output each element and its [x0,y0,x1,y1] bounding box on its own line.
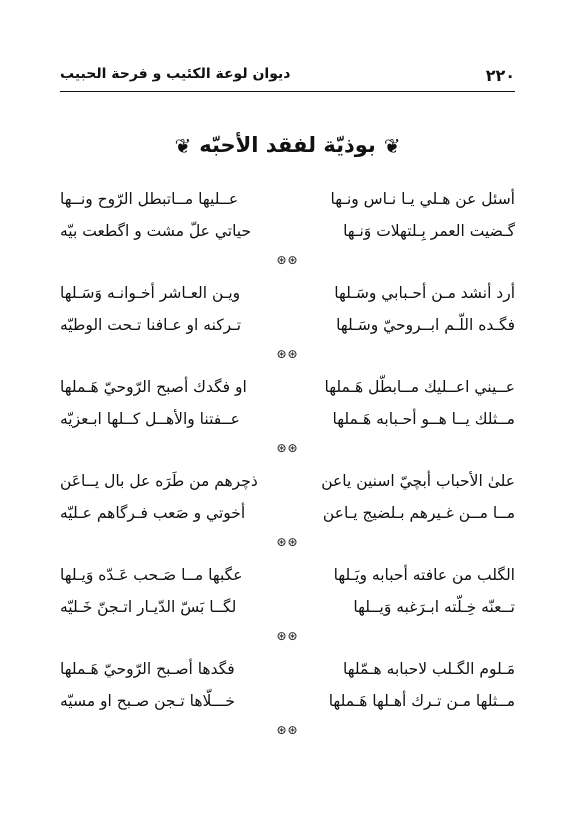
verse [60,656,515,688]
verse-second-hemistich: خـــلّاها تـجن صـبح او مسيّه [60,692,236,710]
stanza [60,186,515,272]
poem-body [60,186,515,750]
running-title: ديوان لوعة الكئيب و فرحة الحبيب [60,66,291,82]
stanza-divider: ⊛⊛ [276,253,299,267]
verse-second-hemistich: فگدها أصـبح الرّوحيّ هَـملها [60,660,235,678]
verse [60,374,515,406]
stanza [60,374,515,460]
poem-title: بوذيّة لفقد الأحبّه [199,133,376,157]
stanza [60,468,515,554]
stanza [60,562,515,648]
verse [60,406,515,438]
ornament-icon: ❦ [174,134,192,158]
verse-second-hemistich: ويـن العـاشر أخـوانـه وَسَـلها [60,284,241,302]
stanza [60,280,515,366]
verse-second-hemistich: أخوتي و صَعب فـرگاهم عـليّه [60,504,246,522]
verse-second-hemistich: او فگدك أصبح الرّوحيّ هَـملها [60,378,247,396]
stanza-divider: ⊛⊛ [276,347,299,361]
verse-first-hemistich: مــثلها مـن تـرك أهـلها هَـملها [328,692,515,710]
verse-first-hemistich: گـضيت العمر بِـلتهلات وَنـها [343,222,515,240]
verse-first-hemistich: مــثلك يــا هــو أحـبابه هَـملها [332,410,515,428]
verse-first-hemistich: عــيني اعــليك مــابطّل هَـملها [324,378,515,396]
ornament-icon: ❦ [383,134,401,158]
page-number: ٢٢٠ [485,66,515,85]
verse [60,688,515,720]
verse [60,500,515,532]
poem-title-row [0,133,575,158]
header-rule [60,91,515,92]
verse-second-hemistich: تـركنه او عـافنا تـحت الوطيّه [60,316,242,334]
stanza-divider: ⊛⊛ [276,535,299,549]
verse-first-hemistich: تــعنّه خِـلّته ابـرَغبه وَيــلها [353,598,515,616]
verse [60,562,515,594]
verse [60,468,515,500]
verse [60,312,515,344]
verse [60,594,515,626]
verse-second-hemistich: لگــا بَسّ الدّيـار اتـجنّ خَـليّه [60,598,237,616]
stanza-divider: ⊛⊛ [276,723,299,737]
verse [60,218,515,250]
verse-first-hemistich: مــا مــن غـيرهم بـلضيج يـاعن [322,504,515,522]
stanza-divider: ⊛⊛ [276,629,299,643]
verse-first-hemistich: مَـلوم الگـلب لاحبابه هـمّلها [343,660,515,678]
verse-second-hemistich: عــليها مــاتبطل الرّوح ونــها [60,190,239,208]
verse-second-hemistich: ذچرهم من طَرَه عل بال يــاعَن [60,472,258,490]
page-header [60,66,515,88]
verse-first-hemistich: فگـده اللّـم ابــروحيّ وسَـلها [336,316,515,334]
verse-second-hemistich: حياتي علّ مشت و اگطعت بيّه [60,222,252,240]
verse [60,280,515,312]
verse [60,186,515,218]
stanza-divider: ⊛⊛ [276,441,299,455]
verse-first-hemistich: الگلب من عافته أحبابه ويَـلها [333,566,515,584]
verse-first-hemistich: أرد أنشد مـن أحـبابي وسَـلها [334,284,515,302]
verse-first-hemistich: أسئل عن هـلي يـا نـاس ونـها [330,190,515,208]
stanza [60,656,515,742]
verse-second-hemistich: عگبها مــا صَـحب عَـدّه وَيـلها [60,566,243,584]
verse-first-hemistich: علىٰ الأحباب أبچيّ اسنين ياعن [321,472,515,490]
verse-second-hemistich: عــفتنا والأهــل كــلها ابـعزيّه [60,410,240,428]
